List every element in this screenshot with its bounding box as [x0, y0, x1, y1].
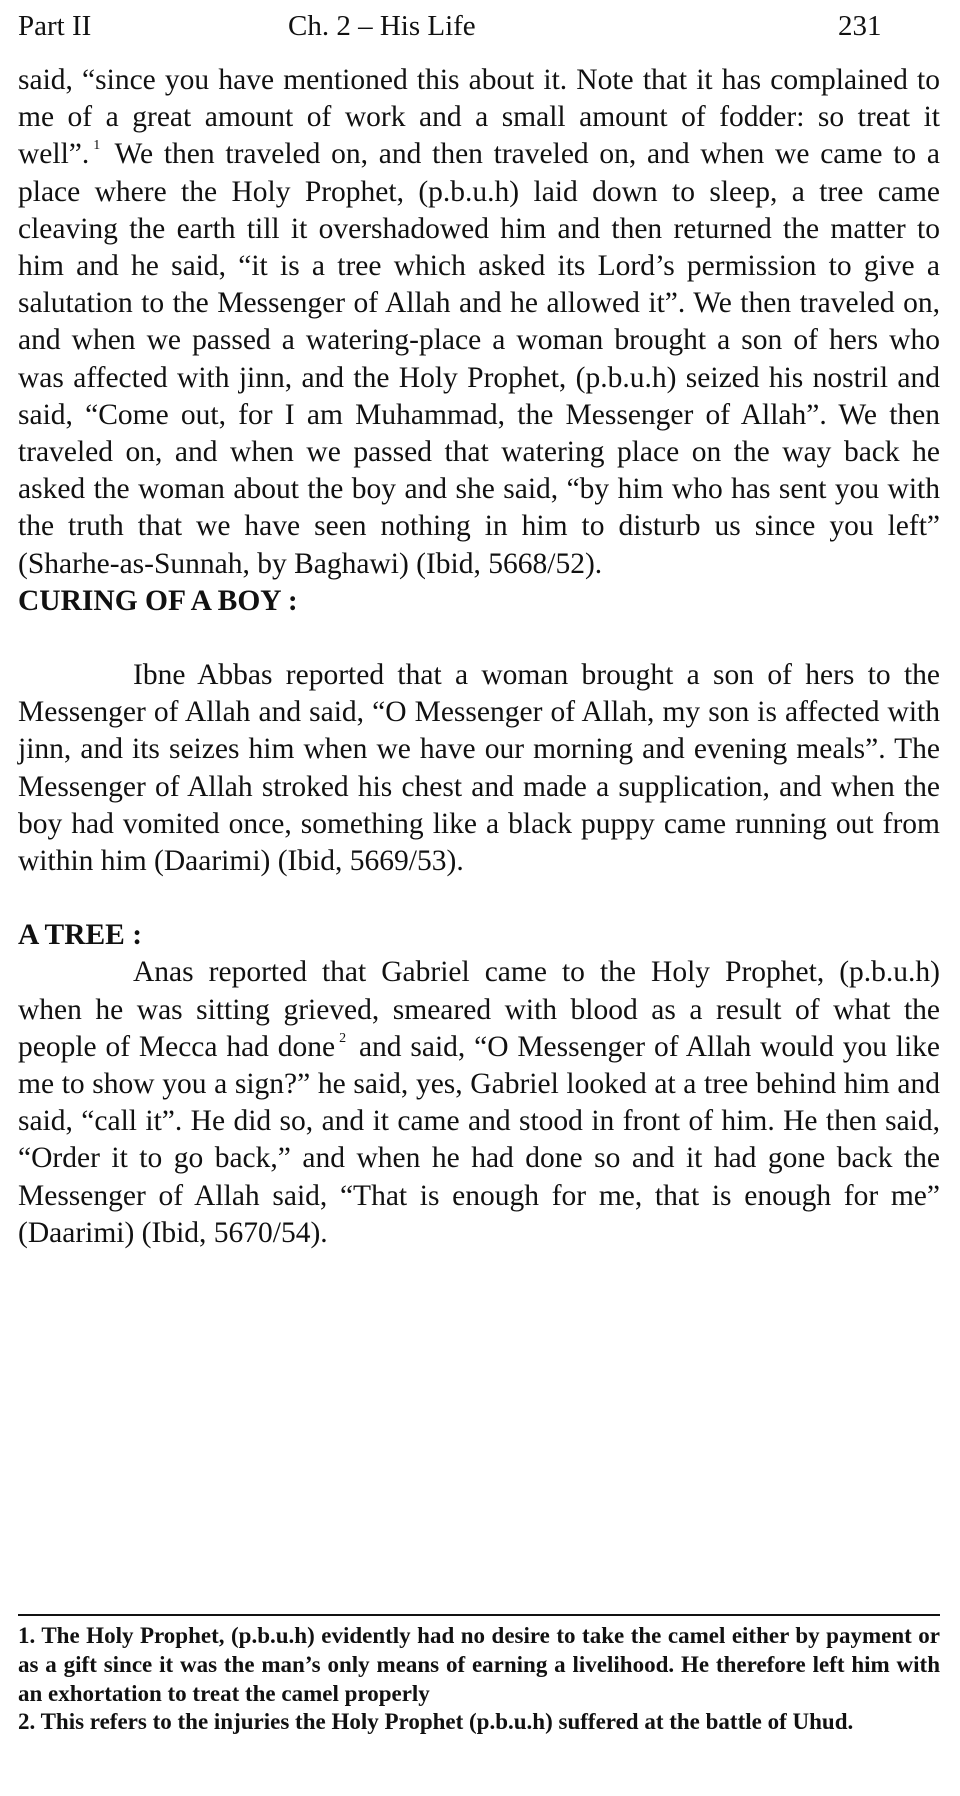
footnote-divider: [18, 1614, 940, 1616]
footnote-reference: 2: [339, 1030, 347, 1046]
paragraph-text: and said, “O Messenger of Allah would you like me to show you a sign?” he said, yes, Gabriel looked at a tree behind him and said, “call it”. He did so, and it came and stood in front of him. He then said, “Order it to go back,” and when he had done so and it had gone back the Messenger of Allah said, “That is enough for me, that is enough for me” (Daarimi) (Ibid, 5670/54).: [18, 1030, 941, 1249]
paragraph-continuation: [18, 62, 940, 583]
section-paragraph: [18, 954, 940, 1252]
part-label: Part II: [18, 10, 92, 42]
section-heading: CURING OF A BOY :: [18, 584, 298, 617]
footnote-item: 2. This refers to the injuries the Holy Prophet (p.b.u.h) suffered at the battle of Uhud.: [18, 1709, 854, 1735]
footnote-reference: 1: [93, 138, 101, 154]
paragraph-text: We then traveled on, and then traveled on, and when we came to a place where the Holy Prophet, (p.b.u.h) laid down to sleep, a tree came cleaving the earth till it overshadowed him and then returned the matter to him and he said, “it is a tree which asked its Lord’s permission to give a salutation to the Messenger of Allah and he allowed it”. We then traveled on, and when we passed a watering-place a woman brought a son of hers who was affected with jinn, and the Holy Prophet, (p.b.u.h) seized his nostril and said, “Come out, for I am Muhammad, the Messenger of Allah”. We then traveled on, and when we passed that watering place on the way back he asked the woman about the boy and she said, “by him who has sent you with the truth that we have seen nothing in him to disturb us since you left” (Sharhe-as-Sunnah, by Baghawi) (Ibid, 5668/52).: [18, 138, 940, 580]
paragraph-text: said, “since you have mentioned this about it. Note that it has complained to me of a great amount of work and a small amount of fodder: so treat it well”.: [18, 64, 940, 171]
paragraph-text: Anas reported that Gabriel came to the Holy Prophet, (p.b.u.h) when he was sitting grieved, smeared with blood as a result of what the people of Mecca had done: [18, 956, 940, 1063]
section-paragraph: Ibne Abbas reported that a woman brought a son of hers to the Messenger of Allah and said, “O Messenger of Allah, my son is affected with jinn, and its seizes him when we have our morning and evening meals”. The Messenger of Allah stroked his chest and made a supplication, and when the boy had vomited once, something like a black puppy came running out from within him (Daarimi) (Ibid, 5669/53).: [18, 659, 940, 878]
running-header: [18, 6, 942, 46]
chapter-title: Ch. 2 – His Life: [288, 10, 476, 42]
section-heading: A TREE :: [18, 919, 143, 952]
main-text: [18, 62, 940, 1252]
page-number: 231: [838, 10, 882, 42]
footnote-item: 1. The Holy Prophet, (p.b.u.h) evidently had no desire to take the camel either by payment or as a gift since it was the man’s only means of earning a livelihood. He therefore left him with an exhortation to treat the camel properly: [18, 1623, 940, 1706]
footnotes: [18, 1622, 940, 1737]
